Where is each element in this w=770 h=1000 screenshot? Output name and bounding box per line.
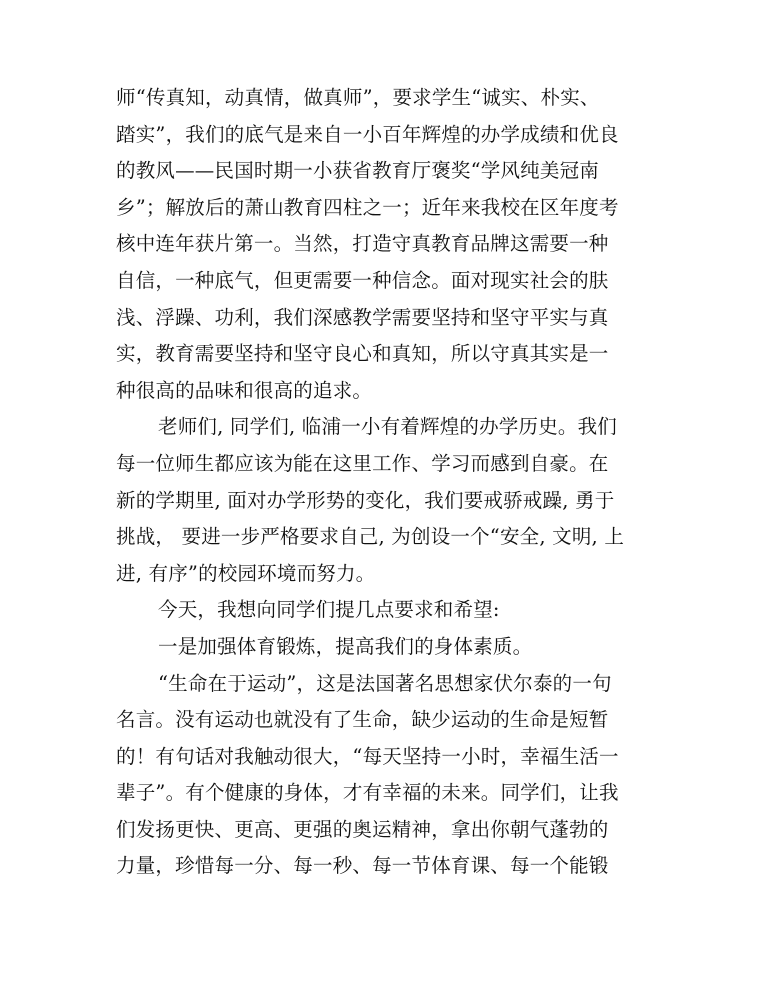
text-line: 挑战， 要进一步严格要求自己, 为创设一个“安全, 文明, 上	[116, 525, 625, 549]
text-line: 老师们, 同学们, 临浦一小有着辉煌的办学历史。我们	[158, 415, 617, 439]
body-text	[116, 80, 661, 885]
text-line: 辈子”。有个健康的身体，才有幸福的未来。同学们，让我	[116, 781, 619, 805]
text-line: 的教风——民国时期一小获省教育厅褒奖“学风纯美冠南	[116, 159, 599, 183]
text-line: 力量，珍惜每一分、每一秒、每一节体育课、每一个能锻	[116, 854, 609, 878]
text-line: 乡”；解放后的萧山教育四柱之一；近年来我校在区年度考	[116, 195, 619, 219]
text-line: 核中连年获片第一。当然，打造守真教育品牌这需要一种	[116, 232, 609, 256]
text-line: 今天，我想向同学们提几点要求和希望:	[158, 598, 500, 622]
text-line: 新的学期里, 面对办学形势的变化，我们要戒骄戒躁, 勇于	[116, 488, 615, 512]
text-line: 踏实”，我们的底气是来自一小百年辉煌的办学成绩和优良	[116, 122, 619, 146]
text-line: 每一位师生都应该为能在这里工作、学习而感到自豪。在	[116, 451, 609, 475]
text-line: 进, 有序”的校园环境而努力。	[116, 561, 376, 585]
text-line: 自信，一种底气，但更需要一种信念。面对现实社会的肤	[116, 268, 609, 292]
text-line: 实，教育需要坚持和坚守良心和真知，所以守真其实是一	[116, 342, 609, 366]
text-line: 浅、浮躁、功利，我们深感教学需要坚持和坚守平实与真	[116, 305, 609, 329]
text-line: 名言。没有运动也就没有了生命，缺少运动的生命是短暂	[116, 708, 609, 732]
text-line: 师“传真知，动真情，做真师”，要求学生“诚实、朴实、	[116, 86, 600, 109]
text-line: 们发扬更快、更高、更强的奥运精神，拿出你朝气蓬勃的	[116, 817, 609, 841]
text-line: 种很高的品味和很高的追求。	[116, 378, 373, 402]
text-line: 的！有句话对我触动很大，“每天坚持一小时，幸福生活一	[116, 744, 619, 768]
text-line: 一是加强体育锻炼，提高我们的身体素质。	[158, 634, 533, 658]
text-line: “生命在于运动”，这是法国著名思想家伏尔泰的一句	[158, 671, 612, 695]
